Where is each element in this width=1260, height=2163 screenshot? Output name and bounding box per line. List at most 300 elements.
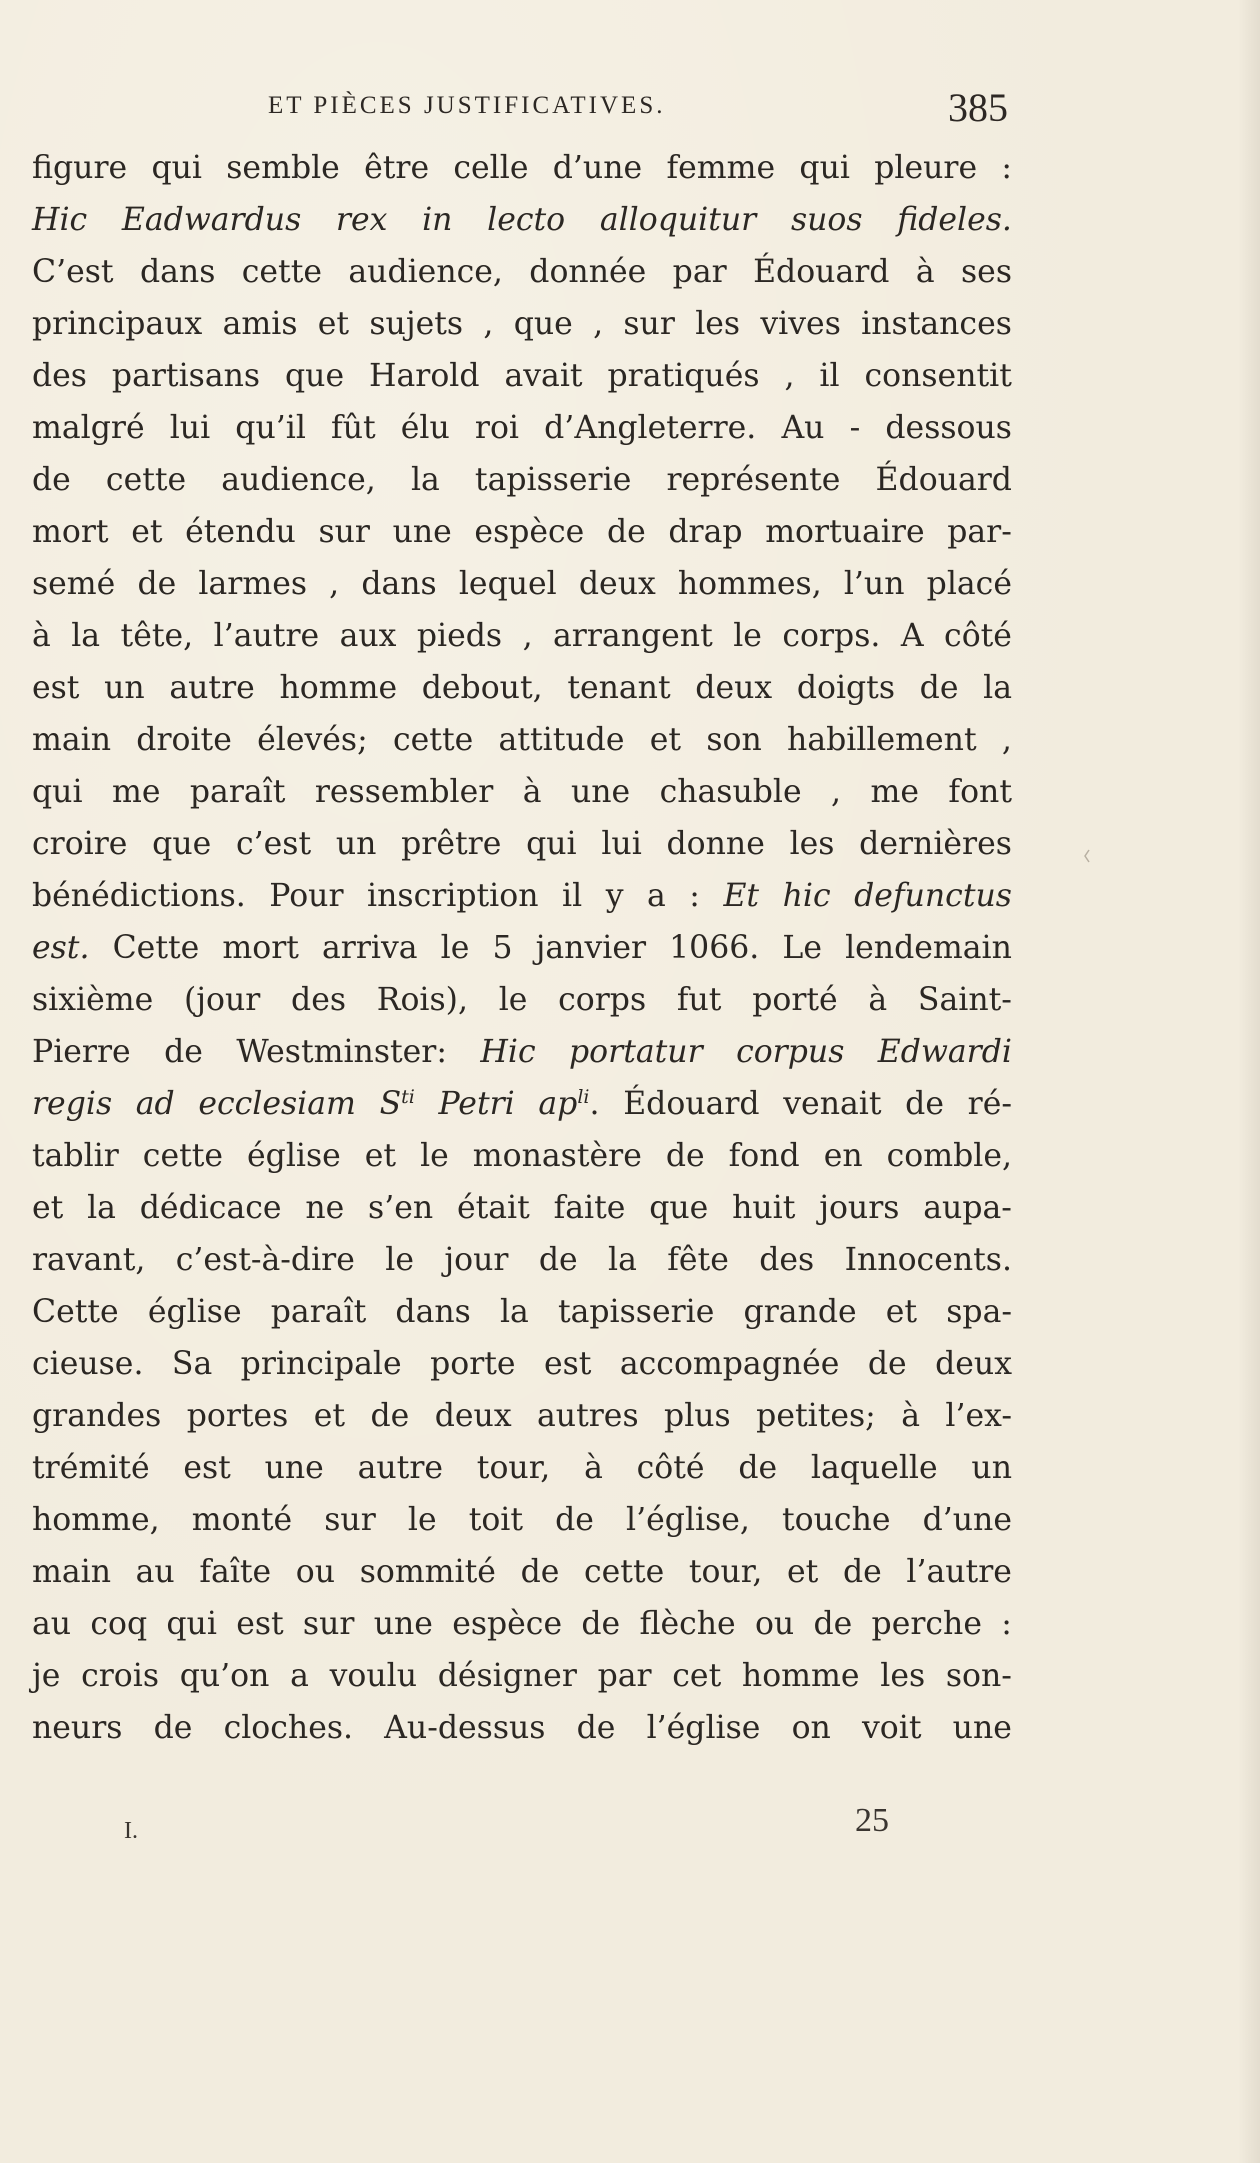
text-word: de (538, 1242, 578, 1278)
text-word: espèce (474, 514, 585, 550)
text-word: corps (558, 982, 647, 1018)
text-line (32, 1078, 1012, 1130)
text-word: son- (945, 1658, 1012, 1694)
text-word: in (422, 202, 453, 238)
text-line (32, 1286, 1012, 1338)
text-word: dans (395, 1294, 471, 1330)
text-word: paraît (270, 1294, 367, 1330)
text-word: , (522, 618, 533, 654)
text-word: de (842, 1554, 882, 1590)
text-word: cieuse. (32, 1346, 144, 1382)
text-word: qui (799, 150, 850, 186)
text-word: les (695, 306, 741, 342)
text-word: il (819, 358, 840, 394)
text-word: comble, (886, 1138, 1012, 1174)
text-word: tapisserie (474, 462, 632, 498)
text-line (32, 454, 1012, 506)
text-word: attitude (498, 722, 625, 758)
text-word: élevés; (257, 722, 368, 758)
text-word: de (606, 514, 646, 550)
text-word: un (104, 670, 145, 706)
text-word: d’Angleterre. (544, 410, 757, 446)
text-word: li (577, 1086, 590, 1108)
text-word: côté (944, 618, 1012, 654)
text-word: l’église, (626, 1502, 750, 1538)
text-word: il (562, 878, 583, 914)
text-word: , (593, 306, 604, 342)
text-word: donne (666, 826, 765, 862)
text-word: est (236, 1606, 284, 1642)
text-word: , (784, 358, 795, 394)
text-word: Harold (369, 358, 480, 394)
text-word: amis (222, 306, 298, 342)
text-word: jour (444, 1242, 509, 1278)
text-word: croire (32, 826, 128, 862)
text-word: dessous (885, 410, 1012, 446)
text-word: sixième (32, 982, 154, 1018)
text-line (32, 350, 1012, 402)
text-word: une (373, 1606, 433, 1642)
text-word: ses (961, 254, 1012, 290)
text-word: une (264, 1450, 324, 1486)
text-word: Au (781, 410, 825, 446)
text-word: lendemain (845, 930, 1012, 966)
text-word: corps. (782, 618, 881, 654)
text-word: grande (743, 1294, 857, 1330)
text-word: C’est (32, 254, 114, 290)
text-word: des (32, 358, 87, 394)
text-word: prêtre (401, 826, 502, 862)
text-word: y (605, 878, 624, 914)
text-line (32, 1442, 1012, 1494)
text-word: font (948, 774, 1012, 810)
text-word: - (849, 410, 861, 446)
margin-mark-icon (1083, 848, 1091, 862)
text-word: église (247, 1138, 341, 1174)
text-word: ne (305, 1190, 345, 1226)
text-word: homme (279, 670, 398, 706)
text-word: : (689, 878, 700, 914)
text-word: le (385, 1242, 414, 1278)
text-word: corpus (736, 1034, 845, 1070)
text-word: aux (339, 618, 397, 654)
text-word: Hic (480, 1034, 536, 1070)
text-word: Edwardi (877, 1034, 1012, 1070)
text-word: pleure (874, 150, 978, 186)
text-word: et (649, 722, 682, 758)
text-word: au (32, 1606, 72, 1642)
text-word: à (915, 254, 935, 290)
text-word: Saint- (917, 982, 1012, 1018)
text-word: l’autre (906, 1554, 1012, 1590)
text-word: janvier (535, 930, 647, 966)
text-word: laquelle (810, 1450, 938, 1486)
text-word: cette (241, 254, 322, 290)
text-word: je (32, 1658, 61, 1694)
text-word: hic (782, 878, 831, 914)
text-word: des (759, 1242, 815, 1278)
text-word: Au-dessus (384, 1710, 546, 1746)
text-word: des (291, 982, 347, 1018)
text-word: portes (186, 1398, 289, 1434)
text-word: c’est-à-dire (175, 1242, 355, 1278)
text-word: Pour (269, 878, 344, 914)
text-word: hommes, (677, 566, 822, 602)
text-word: de (576, 1710, 616, 1746)
text-word: monté (191, 1502, 293, 1538)
text-word: ressembler (314, 774, 494, 810)
text-word-group (538, 1078, 599, 1130)
text-word: , (831, 774, 842, 810)
text-word: sur (623, 306, 675, 342)
text-word: deux (695, 670, 773, 706)
text-word: le (420, 1138, 449, 1174)
text-word: sujets (369, 306, 464, 342)
text-word: voit (862, 1710, 922, 1746)
text-word: principaux (32, 306, 203, 342)
text-word: à (522, 774, 542, 810)
text-word: et (32, 1190, 64, 1226)
text-word: roi (474, 410, 520, 446)
text-word: deux (434, 1398, 512, 1434)
text-word: : (1001, 1606, 1012, 1642)
text-line (32, 766, 1012, 818)
text-word: de (813, 1606, 853, 1642)
text-word: à (584, 1450, 603, 1486)
text-word: ad (135, 1086, 175, 1122)
text-word: une (392, 514, 452, 550)
text-word: est (183, 1450, 231, 1486)
text-word: Eadwardus (121, 202, 302, 238)
text-word: tablir (32, 1138, 119, 1174)
text-word: de (919, 670, 959, 706)
text-line (32, 610, 1012, 662)
text-word: l’ex- (945, 1398, 1012, 1434)
text-word: rex (335, 202, 388, 238)
text-word: ap (538, 1086, 578, 1122)
text-word: vives (760, 306, 841, 342)
text-word: defunctus (854, 878, 1012, 914)
text-word: cet (672, 1658, 722, 1694)
text-word: cette (393, 722, 474, 758)
text-word: la (87, 1190, 116, 1226)
text-word: espèce (452, 1606, 563, 1642)
text-word: sur (302, 1606, 355, 1642)
text-word: avait (504, 358, 583, 394)
text-word: partisans (111, 358, 261, 394)
text-word: à (32, 618, 51, 654)
text-word: fût (331, 410, 376, 446)
text-word: a (290, 1658, 309, 1694)
text-word: d’une (922, 1502, 1012, 1538)
text-word: la (608, 1242, 637, 1278)
text-word: et (131, 514, 163, 550)
text-word: était (456, 1190, 530, 1226)
text-word: ou (295, 1554, 336, 1590)
text-word: portatur (569, 1034, 703, 1070)
text-word: aupa- (923, 1190, 1012, 1226)
text-word: côté (636, 1450, 705, 1486)
text-word: principale (240, 1346, 402, 1382)
text-word: la (410, 462, 440, 498)
text-word: 5 (492, 930, 513, 966)
text-word: lequel (458, 566, 557, 602)
text-word: faîte (199, 1554, 272, 1590)
text-word: Innocents. (844, 1242, 1012, 1278)
text-word: celle (453, 150, 529, 186)
text-line (32, 922, 1012, 974)
text-line (32, 662, 1012, 714)
text-word: pieds (416, 618, 503, 654)
text-word: le (498, 982, 528, 1018)
text-word: Sa (171, 1346, 213, 1382)
text-word: sur (324, 1502, 376, 1538)
text-word: par (672, 254, 727, 290)
text-word: autre (169, 670, 255, 706)
text-word: de (555, 1502, 594, 1538)
text-line (32, 1026, 1012, 1078)
text-word-group (538, 1086, 589, 1122)
text-word: de (137, 566, 177, 602)
text-word: mort (222, 930, 299, 966)
text-word: spa- (946, 1294, 1012, 1330)
text-word: que (513, 306, 573, 342)
running-title: ET PIÈCES JUSTIFICATIVES. (268, 92, 666, 119)
text-line (32, 1494, 1012, 1546)
text-line (32, 142, 1012, 194)
text-word: neurs (32, 1710, 123, 1746)
text-word: Rois), (376, 982, 468, 1018)
text-word: alloquitur (599, 202, 757, 238)
text-word: et (885, 1294, 918, 1330)
text-word: consentit (864, 358, 1012, 394)
text-line (32, 974, 1012, 1026)
text-word: l’autre (213, 618, 320, 654)
text-word: , (1001, 722, 1012, 758)
text-word: audience, (348, 254, 503, 290)
text-word: inscription (367, 878, 539, 914)
text-word: tête, (120, 618, 194, 654)
text-word: femme (666, 150, 776, 186)
text-word: ti (401, 1086, 415, 1108)
text-word: lui (169, 410, 211, 446)
text-word: Hic (32, 202, 88, 238)
text-word: qu’on (179, 1658, 270, 1694)
text-word: autre (357, 1450, 444, 1486)
text-word: flèche (639, 1606, 736, 1642)
text-word: crois (81, 1658, 160, 1694)
text-word: qui (32, 774, 83, 810)
text-word: que (285, 358, 345, 394)
text-word: l’un (843, 566, 905, 602)
text-line (32, 1182, 1012, 1234)
text-word: deux (578, 566, 656, 602)
text-word: main (32, 722, 112, 758)
text-word: paraît (189, 774, 286, 810)
text-word: tour, (476, 1450, 551, 1486)
text-word: qui (526, 826, 577, 862)
text-word: qui (151, 150, 202, 186)
text-word: et (313, 1398, 346, 1434)
text-word: Et (723, 878, 760, 914)
text-word: arrangent (553, 618, 713, 654)
text-line (32, 506, 1012, 558)
text-word: chasuble (659, 774, 802, 810)
text-line (32, 1598, 1012, 1650)
text-word: et (364, 1138, 397, 1174)
text-word: Cette (32, 1294, 119, 1330)
text-word: on (791, 1710, 831, 1746)
text-word: est (32, 670, 80, 706)
text-word: Cette (112, 930, 200, 966)
text-word: de (164, 1034, 203, 1070)
text-word: malgré (32, 410, 145, 446)
text-word: qui (166, 1606, 217, 1642)
text-word: A (900, 618, 924, 654)
text-line (32, 1390, 1012, 1442)
text-word: semé (32, 566, 116, 602)
text-word: huit (732, 1190, 796, 1226)
text-word: petites; (756, 1398, 876, 1434)
text-word: Le (782, 930, 822, 966)
text-word: mortuaire (765, 514, 925, 550)
gathering-number: 25 (855, 1802, 889, 1839)
text-word: Petri (438, 1086, 515, 1122)
text-word: que (152, 826, 212, 862)
text-word: tenant (567, 670, 671, 706)
text-word: la (983, 670, 1012, 706)
text-word: 1066. (669, 930, 760, 966)
text-line (32, 246, 1012, 298)
text-word: l’église (646, 1710, 761, 1746)
text-word: coq (90, 1606, 148, 1642)
text-word: cette (105, 462, 187, 498)
text-word: le (440, 930, 470, 966)
text-word: la (499, 1294, 529, 1330)
text-word: trémité (32, 1450, 150, 1486)
text-word: c’est (235, 826, 312, 862)
text-word: sur (318, 514, 370, 550)
text-word: représente (666, 462, 841, 498)
text-word: ré- (967, 1086, 1012, 1122)
text-word: sommité (359, 1554, 496, 1590)
text-word: à (868, 982, 888, 1018)
text-word: Édouard (753, 254, 890, 290)
text-line (32, 1234, 1012, 1286)
text-word: le (733, 618, 762, 654)
text-word: bénédictions. (32, 878, 246, 914)
text-line (32, 1130, 1012, 1182)
text-word: toit (468, 1502, 524, 1538)
page-number: 385 (948, 85, 1008, 130)
text-word: , (329, 566, 340, 602)
text-word: : (1001, 150, 1012, 186)
text-word: ravant, (32, 1242, 146, 1278)
text-word: me (111, 774, 161, 810)
text-line (32, 1338, 1012, 1390)
text-word: de (32, 462, 71, 498)
text-word: fond (728, 1138, 800, 1174)
text-word: plus (664, 1398, 731, 1434)
text-line (32, 402, 1012, 454)
text-word: et (317, 306, 350, 342)
text-line (32, 714, 1012, 766)
text-word: suos (790, 202, 863, 238)
text-word: être (364, 150, 430, 186)
text-word-group (380, 1078, 415, 1130)
text-word: drap (668, 514, 743, 550)
text-word: pratiqués (607, 358, 760, 394)
text-word: par (597, 1658, 652, 1694)
text-word: dans (361, 566, 437, 602)
text-word: dans (139, 254, 216, 290)
body-text (32, 142, 1012, 1754)
text-word: une (570, 774, 631, 810)
text-word: lui (601, 826, 642, 862)
text-word: de (867, 1346, 907, 1382)
text-word: S (379, 1086, 402, 1122)
text-line (32, 870, 1012, 922)
text-word: regis (32, 1086, 113, 1122)
text-line (32, 1650, 1012, 1702)
text-word: donnée (529, 254, 647, 290)
text-word: en (823, 1138, 863, 1174)
text-word: cette (142, 1138, 224, 1174)
text-word: porté (752, 982, 838, 1018)
text-word: audience, (221, 462, 376, 498)
text-word: fideles. (897, 202, 1012, 238)
text-word: et (787, 1554, 819, 1590)
text-word: est (543, 1346, 592, 1382)
text-word: dédicace (139, 1190, 282, 1226)
text-word: lecto (487, 202, 566, 238)
text-word: homme, (32, 1502, 160, 1538)
text-word: perche (871, 1606, 982, 1642)
text-word: la (71, 618, 101, 654)
text-word: main (32, 1554, 112, 1590)
page-edge-shading (1238, 0, 1260, 2163)
text-word: cette (584, 1554, 665, 1590)
text-word: autres (537, 1398, 639, 1434)
text-word: figure (32, 150, 128, 186)
text-word: . (589, 1086, 600, 1122)
text-word: a (647, 878, 666, 914)
text-word: deux (935, 1346, 1012, 1382)
text-word: tapisserie (557, 1294, 715, 1330)
text-word: que (649, 1190, 709, 1226)
text-word: grandes (32, 1398, 162, 1434)
text-word: à (901, 1398, 920, 1434)
text-word: étendu (185, 514, 296, 550)
text-word: élu (400, 410, 450, 446)
text-word: un (335, 826, 377, 862)
text-word: par- (947, 514, 1012, 550)
text-word: Westminster: (236, 1034, 447, 1070)
text-word: venait (783, 1086, 882, 1122)
text-word: le (407, 1502, 437, 1538)
text-word: fête (667, 1242, 729, 1278)
text-word: de (905, 1086, 944, 1122)
text-word: une (952, 1710, 1012, 1746)
text-word: Pierre (32, 1034, 131, 1070)
text-word: de (665, 1138, 705, 1174)
text-word: jours (819, 1190, 900, 1226)
text-word: qu’il (235, 410, 306, 446)
text-word: arriva (322, 930, 418, 966)
text-word: doigts (796, 670, 896, 706)
text-word: voulu (329, 1658, 417, 1694)
text-line (32, 194, 1012, 246)
